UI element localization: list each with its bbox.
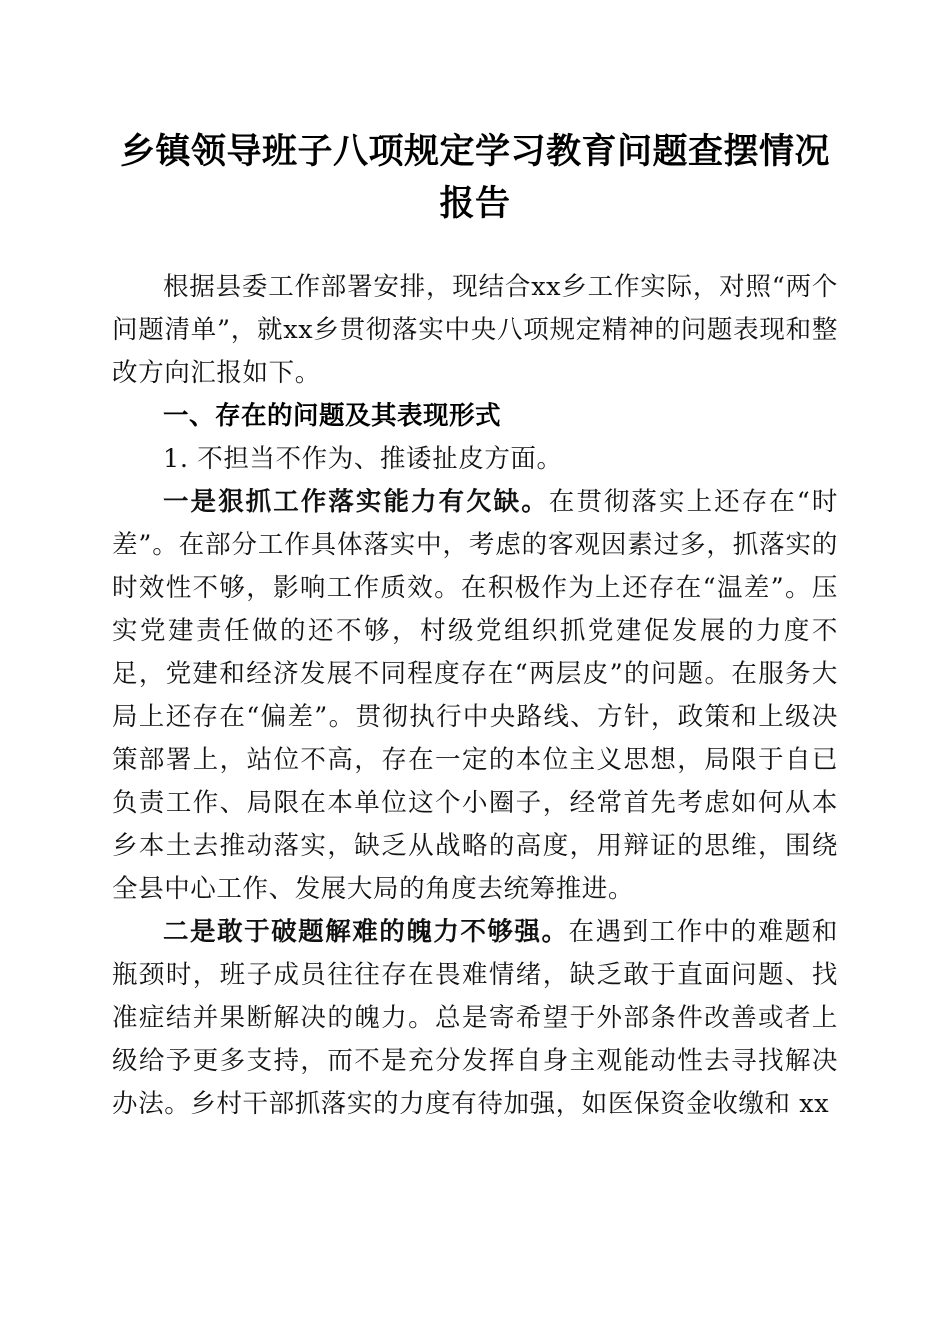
- point-one-paragraph: [112, 481, 838, 911]
- page-title-line-1: 乡镇领导班子八项规定学习教育问题查摆情况: [119, 132, 830, 171]
- point-two-paragraph: [112, 911, 838, 1126]
- point-two-lead: 二是敢于破题解难的魄力不够强。: [163, 917, 569, 947]
- section-heading-1: [112, 395, 838, 438]
- point-one-text: 在贯彻落实上还存在“时差”。在部分工作具体落实中，考虑的客观因素过多，抓落实的时效性不够，影响工作质效。在积极作为上还存在“温差”。压实党建责任做的还不够，村级党组织抓党建促发展的力度不足，党建和经济发展不同程度存在“两层皮”的问题。在服务大局上还存在“偏差”。贯彻执行中央路线、方针，政策和上级决策部署上，站位不高，存在一定的本位主义思想，局限于自已负责工作、局限在本单位这个小圈子，经常首先考虑如何从本乡本土去推动落实，缺乏从战略的高度，用辩证的思维，围绕全县中心工作、发展大局的角度去统筹推进。: [112, 487, 838, 904]
- page-title: [112, 0, 838, 230]
- numbered-item-1: [112, 438, 838, 481]
- document-body: [112, 266, 838, 1126]
- page-title-line-2: 报告: [439, 184, 511, 223]
- point-one-lead: 一是狠抓工作落实能力有欠缺。: [163, 487, 549, 517]
- section-heading-1-text: 一、存在的问题及其表现形式: [163, 402, 502, 430]
- numbered-item-1-text: 1. 不担当不作为、推诿扯皮方面。: [163, 444, 563, 474]
- document-content: [112, 0, 838, 1126]
- intro-paragraph-text: 根据县委工作部署安排，现结合xx乡工作实际，对照“两个问题清单”，就xx乡贯彻落实中央八项规定精神的问题表现和整改方向汇报如下。: [112, 272, 838, 388]
- point-two-text: 在遇到工作中的难题和瓶颈时，班子成员往往存在畏难情绪，缺乏敢于直面问题、找准症结并果断解决的魄力。总是寄希望于外部条件改善或者上级给予更多支持，而不是充分发挥自身主观能动性去寻找解决办法。乡村干部抓落实的力度有待加强，如医保资金收缴和 xx: [112, 917, 838, 1119]
- intro-paragraph: [112, 266, 838, 395]
